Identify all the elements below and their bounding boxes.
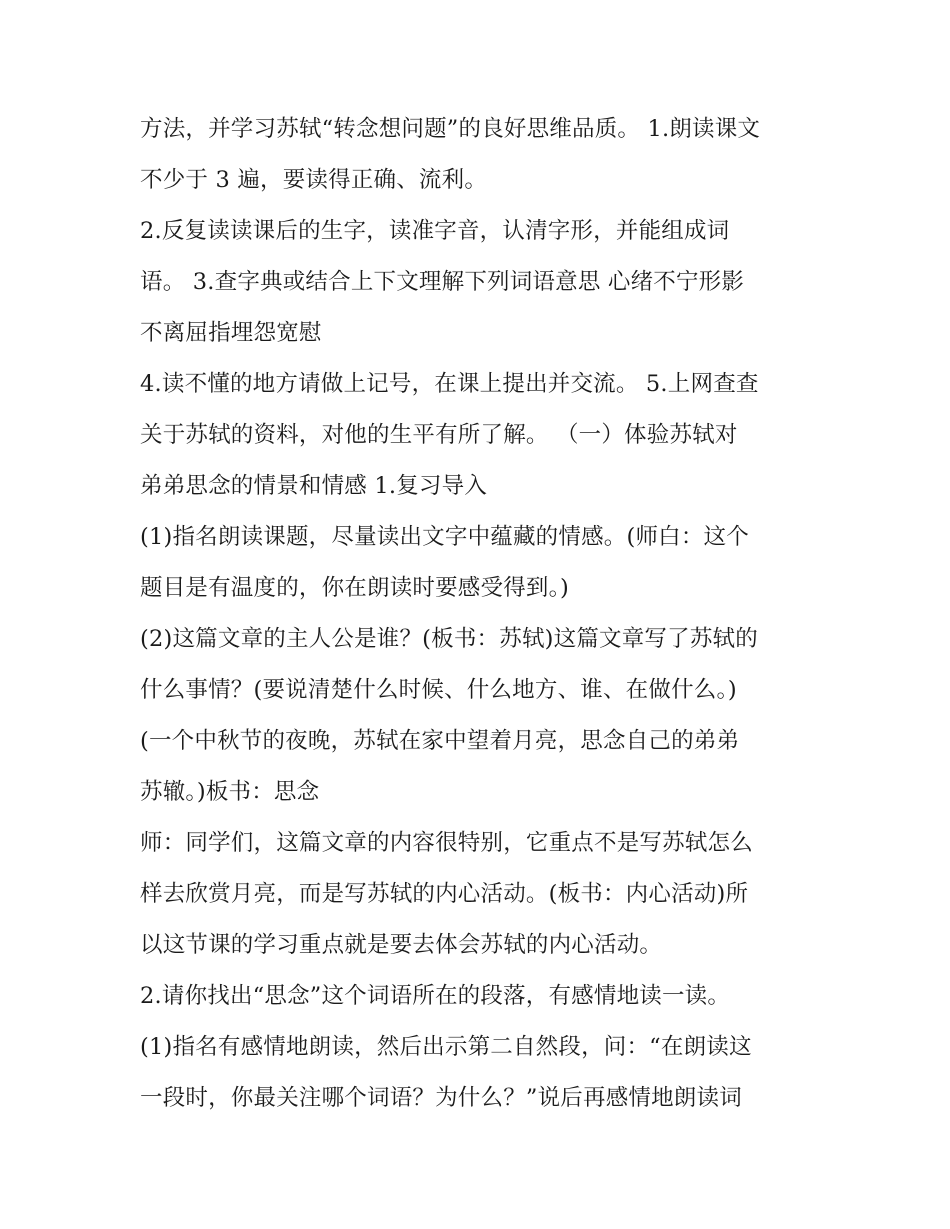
text-line: 什么事情？(要说清楚什么时候、什么地方、谁、在做什么。)	[140, 677, 737, 703]
text-line: 不少于 3 遍，要读得正确、流利。	[140, 167, 488, 193]
text-line: 不离屈指埋怨宽慰	[140, 320, 322, 346]
text-line: 2.反复读读课后的生字，读准字音，认清字形，并能组成词	[140, 218, 730, 244]
text-line: 2.请你找出“思念”这个词语所在的段落，有感情地读一读。	[140, 983, 731, 1009]
text-line: 弟弟思念的情景和情感 1.复习导入	[140, 473, 488, 499]
text-line: 师：同学们，这篇文章的内容很特别，它重点不是写苏轼怎么	[140, 830, 753, 856]
text-line: 语。 3.查字典或结合上下文理解下列词语意思 心绪不宁形影	[140, 269, 745, 295]
document-body	[140, 104, 820, 1124]
text-line: 关于苏轼的资料，对他的生平有所了解。 （一）体验苏轼对	[140, 422, 738, 448]
text-line: 样去欣赏月亮，而是写苏轼的内心活动。(板书：内心活动)所	[140, 881, 749, 907]
text-line: 4.读不懂的地方请做上记号，在课上提出并交流。 5.上网查查	[140, 371, 759, 397]
text-line: 方法，并学习苏轼“转念想问题”的良好思维品质。 1.朗读课文	[140, 116, 761, 142]
text-line: (1)指名朗读课题，尽量读出文字中蕴藏的情感。(师白：这个	[140, 524, 749, 550]
text-line: 题目是有温度的，你在朗读时要感受得到。)	[140, 575, 570, 601]
text-line: 苏辙。)板书：思念	[140, 779, 320, 805]
text-line: 一段时，你最关注哪个词语？为什么？”说后再感情地朗读词	[140, 1085, 742, 1111]
text-line: 以这节课的学习重点就是要去体会苏轼的内心活动。	[140, 932, 663, 958]
text-line: (1)指名有感情地朗读，然后出示第二自然段，问：“在朗读这	[140, 1034, 752, 1060]
text-line: (一个中秋节的夜晚，苏轼在家中望着月亮，思念自己的弟弟	[140, 728, 740, 754]
text-line: (2)这篇文章的主人公是谁？(板书：苏轼)这篇文章写了苏轼的	[140, 626, 758, 652]
